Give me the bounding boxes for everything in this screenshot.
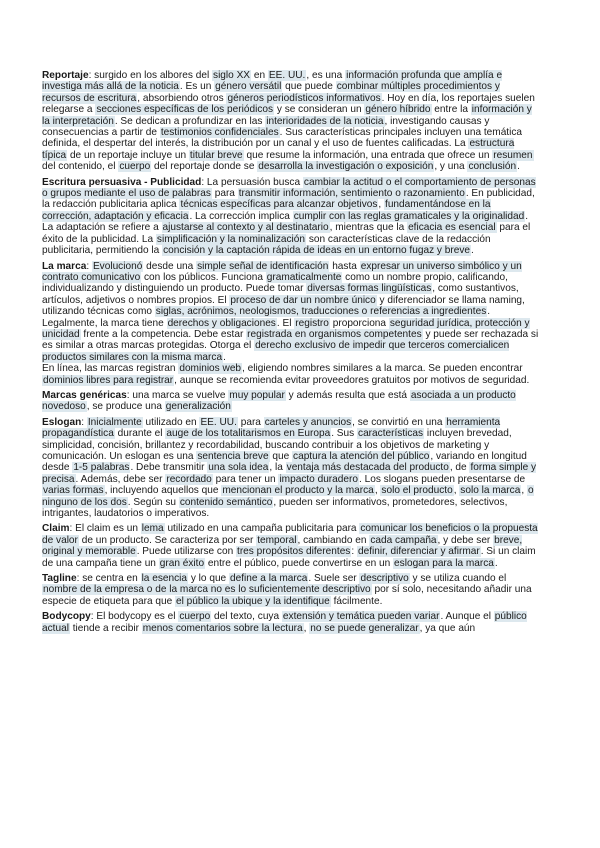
highlighted-text: breve, original y memorable xyxy=(42,534,523,558)
highlighted-text: no se puede generalizar xyxy=(310,622,419,634)
paragraph-bodycopy xyxy=(42,611,540,634)
highlighted-text: impacto duradero xyxy=(279,473,358,485)
term-heading: Reportaje xyxy=(42,70,89,81)
body-text: del contenido, el xyxy=(42,161,119,173)
highlighted-text: fundamentándose en la corrección, adaptación y eficacia xyxy=(42,199,491,222)
body-text: : surgido en los albores del xyxy=(88,70,213,81)
body-text: , xyxy=(303,622,310,634)
body-text: , se produce una xyxy=(86,401,165,413)
body-text: . Sus características principales incluyen una temática definida, el despertar del interés, la distribución por un canal y el uso de fuentes calificadas. La xyxy=(42,127,523,150)
highlighted-text: secciones específicas de los periódicos xyxy=(96,104,274,116)
body-text: y se consideran un xyxy=(274,104,365,116)
highlighted-text: características xyxy=(358,428,424,440)
highlighted-text: 1-5 palabras xyxy=(73,462,130,474)
paragraph-escritura-persuasiva xyxy=(42,177,540,257)
highlighted-text: comunicar los beneficios o la propuesta de valor xyxy=(42,523,538,546)
highlighted-text: cuerpo xyxy=(119,161,151,173)
highlighted-text: Evolucionó xyxy=(92,260,143,272)
body-text: . Hoy en día, los reportajes suelen relegarse a xyxy=(42,92,535,116)
body-text: . Según su xyxy=(127,496,179,508)
body-text: , ya que aún xyxy=(419,622,476,634)
body-text: , xyxy=(374,485,381,497)
body-text: con los públicos. Funciona xyxy=(141,271,266,283)
highlighted-text: seguridad jurídica, protección y unicidad xyxy=(42,317,530,340)
body-text: , eligiendo nombres similares a la marca. Se pueden encontrar xyxy=(242,363,523,375)
body-text: . La corrección implica xyxy=(189,210,293,222)
body-text: . Además, debe ser xyxy=(75,473,166,485)
highlighted-text: ventaja más destacada del producto xyxy=(286,462,449,474)
body-text: como un nombre propio, calificando, individualizando y distinguiendo un producto. Puede tomar xyxy=(42,271,508,295)
highlighted-text: solo la marca xyxy=(460,485,521,497)
highlighted-text: herramienta propagandística xyxy=(42,416,501,440)
body-text: . xyxy=(494,557,498,569)
body-text: . xyxy=(517,161,520,173)
paragraph-reportaje xyxy=(42,70,540,173)
body-text: y lo que xyxy=(188,573,229,585)
highlighted-text: siglas, acrónimos, neologismos, traducciones o referencias a ingredientes xyxy=(155,306,487,318)
body-text: son características clave de la redacción publicitaria, permitiendo la xyxy=(42,233,491,257)
body-text: desde una xyxy=(143,260,197,272)
highlighted-text: contenido semántico xyxy=(179,496,273,508)
highlighted-text: o ninguno de los dos xyxy=(42,485,534,508)
body-text: para el éxito de la publicidad. La xyxy=(42,222,531,245)
body-text: . En publicidad, la redacción publicitaria aplica xyxy=(42,188,535,211)
body-text: , absorbiendo otros xyxy=(137,92,227,104)
body-text: . Debe transmitir xyxy=(130,462,208,474)
body-text: y diferenciador se llama naming, utilizando técnicas como xyxy=(42,294,525,318)
term-heading: La marca xyxy=(42,260,87,272)
term-heading: Bodycopy xyxy=(42,611,91,623)
highlighted-text: nombre de la empresa o de la marca no es lo suficientemente descriptivo xyxy=(43,584,371,596)
body-text: . xyxy=(487,306,491,318)
body-text: , xyxy=(521,485,527,497)
highlighted-text: diversas formas lingüísticas xyxy=(307,283,432,295)
body-text: : El claim es un xyxy=(69,523,141,535)
body-text: . Se dedican a profundizar en las xyxy=(114,115,266,127)
body-text: , xyxy=(378,199,385,211)
highlighted-text: información profunda que amplía e investiga más allá de la noticia xyxy=(42,70,503,93)
body-text: : El bodycopy es el xyxy=(90,611,179,623)
highlighted-text: género versátil xyxy=(215,81,282,93)
highlighted-text: EE. UU. xyxy=(268,70,306,81)
highlighted-text: varias formas xyxy=(43,485,104,497)
highlighted-text: eslogan para la marca xyxy=(394,557,494,569)
term-heading: Marcas genéricas xyxy=(42,389,127,401)
body-text: . Es un xyxy=(179,81,215,93)
body-text: de un reportaje incluye un xyxy=(67,149,189,161)
body-text: , variando en longitud desde xyxy=(42,451,527,474)
highlighted-text: solo el producto xyxy=(381,485,453,497)
paragraph-la-marca xyxy=(42,261,540,386)
highlighted-text: tres propósitos diferentes xyxy=(237,546,351,558)
highlighted-text: resumen xyxy=(493,149,533,161)
highlighted-text: captura la atención del público xyxy=(293,451,430,462)
body-text: , de xyxy=(449,462,470,474)
highlighted-text: simplificación y la nominalización xyxy=(156,233,306,245)
body-text: , xyxy=(453,485,460,497)
body-text: , cambiando en xyxy=(297,534,370,546)
body-text: : xyxy=(81,416,87,428)
highlighted-text: una sola idea xyxy=(208,462,269,474)
body-text: . Si un claim de una campaña tiene un xyxy=(42,546,536,569)
highlighted-text: extensión y temática pueden variar xyxy=(282,611,440,623)
body-text: . xyxy=(223,351,226,363)
highlighted-text: gran éxito xyxy=(159,557,205,569)
highlighted-text: auge de los totalitarismos en Europa xyxy=(166,428,331,440)
highlighted-text: conclusión xyxy=(468,161,517,173)
highlighted-text: combinar múltiples procedimientos y recursos de escritura xyxy=(42,81,500,104)
body-text: . Los slogans pueden presentarse de xyxy=(359,473,526,485)
highlighted-text: derechos y obligaciones xyxy=(167,317,276,329)
paragraph-claim xyxy=(42,523,540,569)
highlighted-text: cuerpo xyxy=(179,611,211,623)
highlighted-text: registro xyxy=(295,317,329,329)
body-text: , es una xyxy=(306,70,346,81)
highlighted-text: cumplir con las reglas gramaticales y la originalidad xyxy=(293,210,525,222)
highlighted-text: EE. UU. xyxy=(200,416,237,428)
highlighted-text: la esencia xyxy=(141,573,188,585)
document-body xyxy=(42,70,540,634)
body-text: fácilmente. xyxy=(330,595,383,607)
highlighted-text: temporal xyxy=(257,534,297,546)
highlighted-text: transmitir información, sentimiento o razonamiento xyxy=(238,188,465,200)
highlighted-text: simple señal de identificación xyxy=(197,260,329,272)
body-text: , se convirtió en una xyxy=(352,416,446,428)
body-text: . Suele ser xyxy=(308,573,360,585)
highlighted-text: mencionan el producto y la marca xyxy=(222,485,374,497)
body-text: : xyxy=(86,260,92,272)
highlighted-text: asociada a un producto novedoso xyxy=(42,389,516,413)
highlighted-text: técnicas específicas para alcanzar objetivos xyxy=(180,199,378,211)
highlighted-text: dominios libres para registrar xyxy=(43,374,174,386)
body-text: que resume la información, una entrada que ofrece un xyxy=(243,149,493,161)
body-text: . El xyxy=(276,317,295,329)
highlighted-text: eficacia es esencial xyxy=(408,222,496,234)
body-text: que xyxy=(269,451,293,462)
body-text: del reportaje donde se xyxy=(151,161,258,173)
body-text: en xyxy=(251,70,268,81)
highlighted-text: cada campaña xyxy=(370,534,437,546)
body-text: utilizado en una campaña publicitaria para xyxy=(164,523,360,535)
body-text: En línea, las marcas registran xyxy=(42,363,179,375)
highlighted-text: testimonios confidenciales xyxy=(160,127,279,139)
highlighted-text: géneros periodísticos informativos xyxy=(227,92,381,104)
body-text: para xyxy=(211,188,238,200)
body-text: entre el público, puede convertirse en un xyxy=(205,557,394,569)
body-text: y se utiliza cuando el xyxy=(409,573,507,585)
body-text: para tener un xyxy=(212,473,279,485)
body-text: , mientras que la xyxy=(329,222,408,234)
highlighted-text: dominios web xyxy=(179,363,242,375)
body-text: . xyxy=(471,245,474,257)
highlighted-text: menos comentarios sobre la lectura xyxy=(142,622,303,634)
body-text: , la xyxy=(269,462,286,474)
body-text: , como sustantivos, artículos, adjetivos o nombres propios. El xyxy=(42,283,519,306)
body-text: y puede ser rechazada si es similar a otras marcas protegidas. Otorga el xyxy=(42,328,539,352)
body-text: utilizado en xyxy=(142,416,200,428)
body-text: frente a la competencia. Debe estar xyxy=(80,328,247,340)
body-text: incluyen brevedad, simplicidad, concisión, brillantez y recordabilidad, buscando contribuir a los objetivos de marketing y comunicación. Un eslogan es una xyxy=(42,428,512,462)
body-text: . Sus xyxy=(331,428,358,440)
highlighted-text: titular breve xyxy=(189,149,243,161)
body-text: . La adaptación se refiere a xyxy=(42,210,529,234)
paragraph-tagline xyxy=(42,573,540,607)
term-heading: Claim xyxy=(42,523,70,535)
highlighted-text: define a la marca xyxy=(229,573,308,585)
highlighted-text: recordado xyxy=(166,473,212,485)
highlighted-text: forma simple y precisa xyxy=(42,462,537,485)
highlighted-text: información y la interpretación xyxy=(42,104,532,127)
body-text: , aunque se recomienda evitar proveedores gratuitos por motivos de seguridad. xyxy=(174,374,530,386)
body-text: . Puede utilizarse con xyxy=(136,546,237,558)
highlighted-text: Inicialmente xyxy=(87,416,142,428)
body-text: que puede xyxy=(282,81,336,93)
body-text: hasta xyxy=(329,260,360,272)
highlighted-text: el público la ubique y la identifique xyxy=(176,595,330,607)
body-text: por sí solo, necesitando añadir una especie de etiqueta para que xyxy=(42,584,532,607)
highlighted-text: lema xyxy=(141,523,164,535)
highlighted-text: desarrolla la investigación o exposición xyxy=(258,161,434,173)
body-text: , incluyendo aquellos que xyxy=(104,485,222,497)
body-text: : se centra en xyxy=(76,573,141,585)
highlighted-text: ajustarse al contexto y al destinatario xyxy=(162,222,329,234)
highlighted-text: expresar un universo simbólico y un contrato comunicativo xyxy=(42,260,522,283)
highlighted-text: género híbrido xyxy=(365,104,431,116)
body-text: , y debe ser xyxy=(437,534,494,546)
highlighted-text: registrada en organismos competentes xyxy=(247,328,422,340)
paragraph-eslogan xyxy=(42,417,540,520)
body-text: del texto, cuya xyxy=(211,611,282,623)
body-text: y además resulta que está xyxy=(285,389,410,401)
highlighted-text: proceso de dar un nombre único xyxy=(230,294,376,306)
term-heading: Eslogan xyxy=(42,416,82,428)
body-text: : una marca se vuelve xyxy=(126,389,229,401)
body-text: proporciona xyxy=(329,317,389,329)
body-text: Legalmente, la marca tiene xyxy=(42,317,167,329)
body-text: : xyxy=(351,546,357,558)
highlighted-text: carteles y anuncios xyxy=(264,416,352,428)
highlighted-text: descriptivo xyxy=(360,573,409,585)
highlighted-text: generalización xyxy=(165,401,231,413)
body-text: para xyxy=(237,416,264,428)
term-heading: Escritura persuasiva - Publicidad xyxy=(42,176,202,188)
highlighted-text: muy popular xyxy=(229,389,285,401)
highlighted-text: sentencia breve xyxy=(197,451,269,462)
body-text: entre la xyxy=(431,104,471,116)
body-text: de un producto. Se caracteriza por ser xyxy=(78,534,257,546)
paragraph-marcas-genericas xyxy=(42,390,540,413)
highlighted-text: gramaticalmente xyxy=(266,271,342,283)
highlighted-text: siglo XX xyxy=(213,70,251,81)
body-text: , investigando causas y consecuencias a partir de xyxy=(42,115,490,139)
highlighted-text: estructura típica xyxy=(42,138,515,161)
highlighted-text: definir, diferenciar y afirmar xyxy=(357,546,480,558)
highlighted-text: concisión y la captación rápida de ideas en un entorno fugaz y breve xyxy=(163,245,471,257)
highlighted-text: interioridades de la noticia xyxy=(266,115,384,127)
body-text: durante el xyxy=(114,428,166,440)
body-text: tiende a recibir xyxy=(69,622,142,634)
body-text: : La persuasión busca xyxy=(201,176,303,188)
highlighted-text: cambiar la actitud o el comportamiento de personas o grupos mediante el uso de palabras xyxy=(42,176,536,200)
body-text: , pueden ser informativos, prometedores, selectivos, intrigantes, laudatorios o imperativos. xyxy=(42,496,508,520)
highlighted-text: derecho exclusivo de impedir que terceros comercialicen productos similares con la misma marca xyxy=(42,340,510,363)
body-text: . Aunque el xyxy=(440,611,494,623)
term-heading: Tagline xyxy=(42,573,77,585)
body-text: , y una xyxy=(434,161,468,173)
highlighted-text: público actual xyxy=(42,611,527,634)
